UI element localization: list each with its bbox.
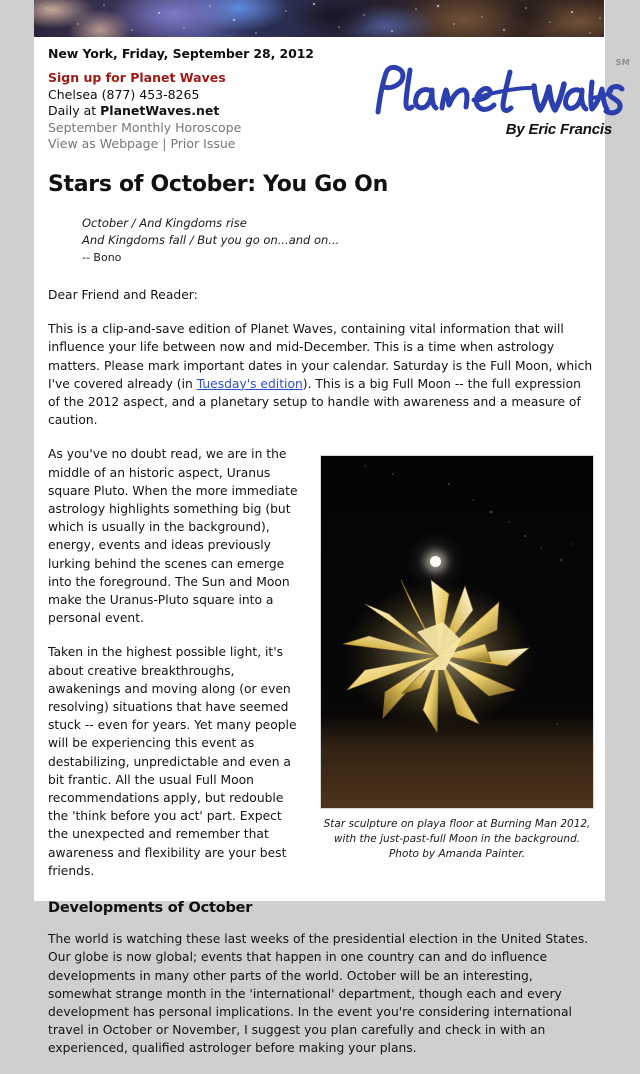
september-monthly-horoscope-link[interactable]: September Monthly Horoscope: [48, 119, 242, 135]
prior-issue-link[interactable]: Prior Issue: [170, 136, 236, 151]
salutation: Dear Friend and Reader:: [48, 288, 198, 302]
epigraph-line-1: October / And Kingdoms rise: [82, 216, 247, 230]
daily-site-line: [48, 103, 328, 120]
planet-waves-logo[interactable]: [370, 56, 632, 140]
paragraph-world-watching: The world is watching these last weeks of the presidential election in the United States. Our globe is now global; events that happen in one country can and do influence developments in many other parts of the world. October will be an interesting, somewhat strange month in the 'international' department, though each and every development has personal implications. In the event you're considering international travel in October or November, I suggest you plan carefully and check in with an experienced, qualified astrologer before making your plans.: [48, 932, 589, 1056]
newsletter-header: [48, 46, 630, 153]
epigraph-line-2: And Kingdoms fall / But you go on...and on...: [82, 233, 340, 247]
intro-paragraph: [48, 320, 594, 429]
masthead-text-block: [48, 46, 328, 153]
phone-label: Chelsea (877) 453-8265: [48, 86, 200, 102]
banner-starfield: [34, 0, 604, 37]
nebula-banner-image: [34, 0, 604, 37]
dateline: New York, Friday, September 28, 2012: [48, 46, 314, 61]
signup-link-label: Sign up for Planet Waves: [48, 70, 226, 85]
service-mark-label: SM: [615, 58, 630, 67]
star-sculpture-icon: [339, 574, 539, 734]
signup-link[interactable]: [48, 70, 328, 87]
epigraph: [82, 215, 594, 266]
star-sculpture-figure: [320, 455, 594, 862]
utility-links-line: [48, 136, 328, 153]
photo-caption: Star sculpture on playa floor at Burning Man 2012, with the just-past-full Moon in the background. Photo by Amanda Painter.: [323, 818, 591, 861]
monthly-horoscope-line: [48, 120, 328, 137]
logo-byline: By Eric Francis: [505, 121, 612, 138]
planet-waves-wordmark-icon: [370, 62, 626, 124]
paragraph-highest-light: Taken in the highest possible light, it's about creative breakthroughs, awakenings and moving along (or even resolving) situations that have seemed stuck -- even for years. Yet many people will be experiencing this event as destabilizing, unpredictable and even a bit frantic. All the usual Full Moon recommendations apply, but redouble the 'think before you act' part. Expect the unexpected and remember that awareness and flexibility are your best friends.: [48, 645, 297, 878]
planetwaves-net-link[interactable]: PlanetWaves.net: [100, 103, 220, 118]
tuesdays-edition-link[interactable]: Tuesday's edition: [196, 376, 303, 391]
link-separator: |: [158, 136, 171, 151]
section-heading-developments: Developments of October: [48, 900, 253, 917]
intro-text-after-link: ). This is a big Full Moon -- the full expression of the 2012 aspect, and a planetary setup to handle with awareness and a measure of caution.: [48, 376, 581, 428]
star-sculpture-photo: [320, 455, 594, 809]
page-title: Stars of October: You Go On: [48, 172, 388, 197]
view-as-webpage-link[interactable]: View as Webpage: [48, 136, 159, 151]
epigraph-attribution: -- Bono: [82, 251, 122, 264]
intro-text-before-link: This is a clip-and-save edition of Planet Waves, containing vital information that will influence your life between now and mid-December. This is a time when astrology matters. Please mark important dates in your calendar. Saturday is the Full Moon, which I've covered already (in: [48, 322, 593, 391]
phone-line: [48, 87, 328, 104]
paragraph-uranus-pluto: As you've no doubt read, we are in the middle of an historic aspect, Uranus square Pluto. When the more immediate astrology highlights something big (but which is usually in the background), energy, events and ideas previously lurking behind the scenes can emerge into the foreground. The Sun and Moon make the Uranus-Pluto square into a personal event.: [48, 447, 298, 626]
article-body: [48, 172, 594, 1074]
daily-prefix: Daily at: [48, 103, 101, 118]
